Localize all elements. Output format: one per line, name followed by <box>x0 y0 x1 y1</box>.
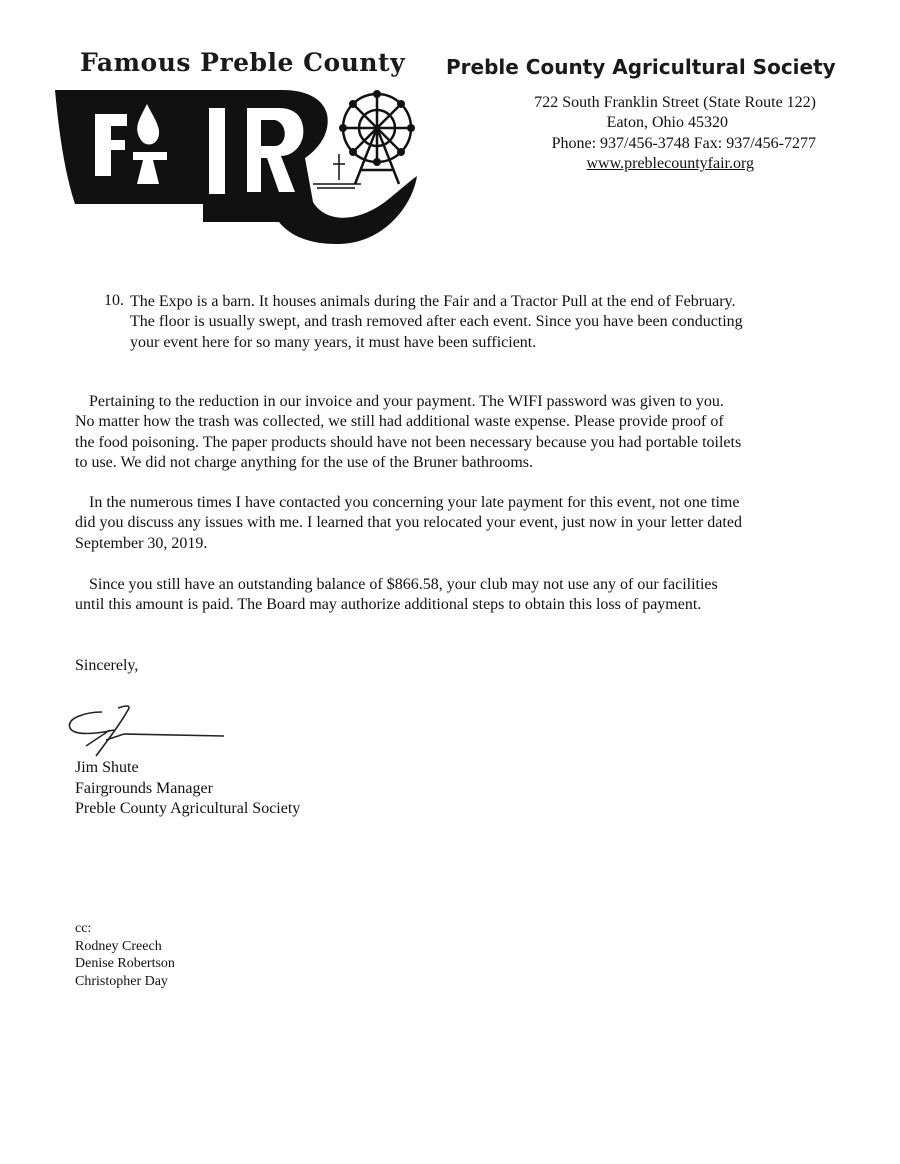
cc-block <box>75 920 175 990</box>
fair-logo <box>55 48 425 248</box>
cc-recipient: Denise Robertson <box>75 956 175 971</box>
paragraph-line: Since you still have an outstanding balance of $866.58, your club may not use any of our facilities <box>89 576 718 593</box>
signer-title: Fairgrounds Manager <box>75 779 213 797</box>
item-10-line: your event here for so many years, it must have been sufficient. <box>130 333 537 351</box>
logo-top-text: Famous Preble County <box>80 48 406 77</box>
cc-recipient: Christopher Day <box>75 973 168 989</box>
item-number: 10. <box>104 292 124 309</box>
organization-name: Preble County Agricultural Society <box>446 55 836 79</box>
paragraph-late-payment <box>75 493 742 554</box>
paragraph-line: In the numerous times I have contacted you concerning your late payment for this event, not one time <box>89 494 740 511</box>
paragraph-balance <box>75 575 718 616</box>
phone-fax: Phone: 937/456-3748 Fax: 937/456-7277 <box>551 135 816 152</box>
fair-emblem-icon <box>55 84 425 246</box>
address-line-1: 722 South Franklin Street (State Route 122) <box>534 94 816 111</box>
website-link[interactable]: www.preblecountyfair.org <box>586 155 754 172</box>
closing: Sincerely, <box>75 657 139 674</box>
paragraph-invoice <box>75 392 741 473</box>
cc-label: cc: <box>75 921 92 936</box>
paragraph-line: No matter how the trash was collected, we still had additional waste expense. Please provide proof of <box>75 413 724 431</box>
address-line-2: Eaton, Ohio 45320 <box>606 114 728 131</box>
paragraph-line: did you discuss any issues with me. I learned that you relocated your event, just now in your letter dated <box>75 514 742 532</box>
paragraph-line: until this amount is paid. The Board may authorize additional steps to obtain this loss of payment. <box>75 596 702 614</box>
item-10-line: The Expo is a barn. It houses animals during the Fair and a Tractor Pull at the end of February. <box>130 293 736 310</box>
paragraph-line: Pertaining to the reduction in our invoice and your payment. The WIFI password was given to you. <box>89 393 724 410</box>
cc-recipient: Rodney Creech <box>75 938 162 954</box>
paragraph-line: September 30, 2019. <box>75 534 208 552</box>
signer-name: Jim Shute <box>75 759 139 776</box>
item-10-line: The floor is usually swept, and trash removed after each event. Since you have been conducting <box>130 313 743 331</box>
paragraph-line: the food poisoning. The paper products should have not been necessary because you had portable toilets <box>75 433 742 451</box>
signer-block <box>75 758 300 820</box>
paragraph-line: to use. We did not charge anything for the use of the Bruner bathrooms. <box>75 453 534 471</box>
signer-organization: Preble County Agricultural Society <box>75 800 301 817</box>
item-10-text <box>130 292 743 353</box>
